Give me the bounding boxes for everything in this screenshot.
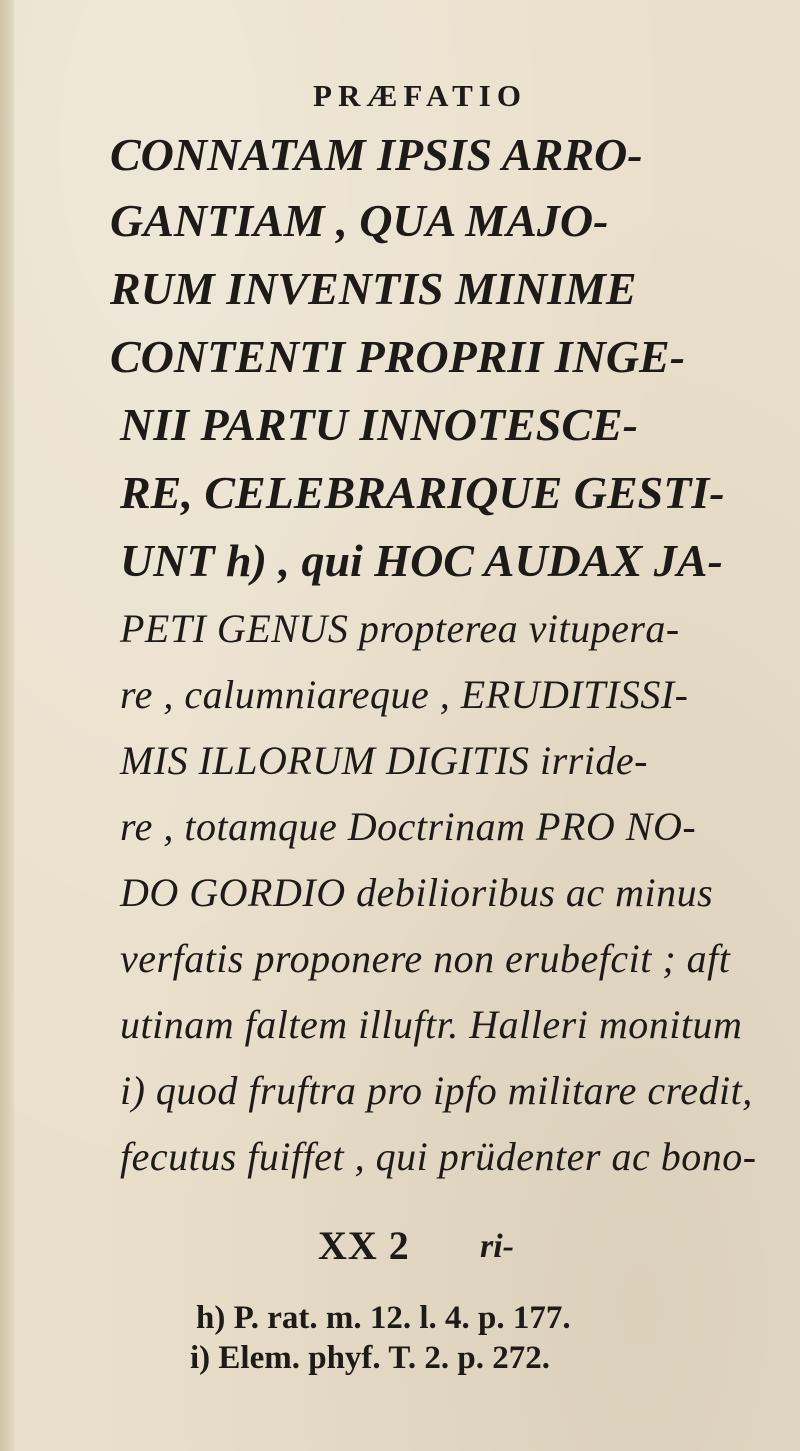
text-line: UNT h) , qui HOC AUDAX JA- — [120, 535, 723, 586]
signature-mark: XX 2 — [318, 1223, 410, 1268]
text-line: utinam faltem illuftr. Halleri monitum — [120, 1002, 743, 1047]
text-line: re , calumniareque , ERUDITISSI- — [120, 672, 689, 717]
text-line: RUM INVENTIS MINIME — [110, 263, 637, 314]
text-line: NII PARTU INNOTESCE- — [120, 399, 638, 450]
text-line: PETI GENUS propterea vitupera- — [120, 606, 680, 651]
text-line: CONTENTI PROPRII INGE- — [110, 331, 686, 382]
text-line: CONNATAM IPSIS ARRO- — [110, 129, 643, 180]
text-line: i) quod fruftra pro ipfo militare credit, — [120, 1068, 753, 1113]
text-line: GANTIAM , QUA MAJO- — [110, 195, 609, 246]
text-line: RE, CELEBRARIQUE GESTI- — [120, 467, 725, 518]
footnotes — [190, 1298, 571, 1378]
running-header: PRÆFATIO — [313, 78, 527, 113]
text-line: MIS ILLORUM DIGITIS irride- — [120, 738, 648, 783]
text-line: DO GORDIO debilioribus ac minus — [120, 870, 714, 915]
footnote-h: h) P. rat. m. 12. l. 4. p. 177. — [196, 1300, 571, 1336]
text-line: fecutus fuiffet , qui prüdenter ac bono- — [120, 1134, 757, 1179]
text-line: verfatis proponere non erubefcit ; aft — [120, 936, 731, 981]
text-line: re , totamque Doctrinam PRO NO- — [120, 804, 697, 849]
footnote-i: i) Elem. phyf. T. 2. p. 272. — [190, 1340, 550, 1376]
catchword: ri- — [480, 1228, 514, 1265]
